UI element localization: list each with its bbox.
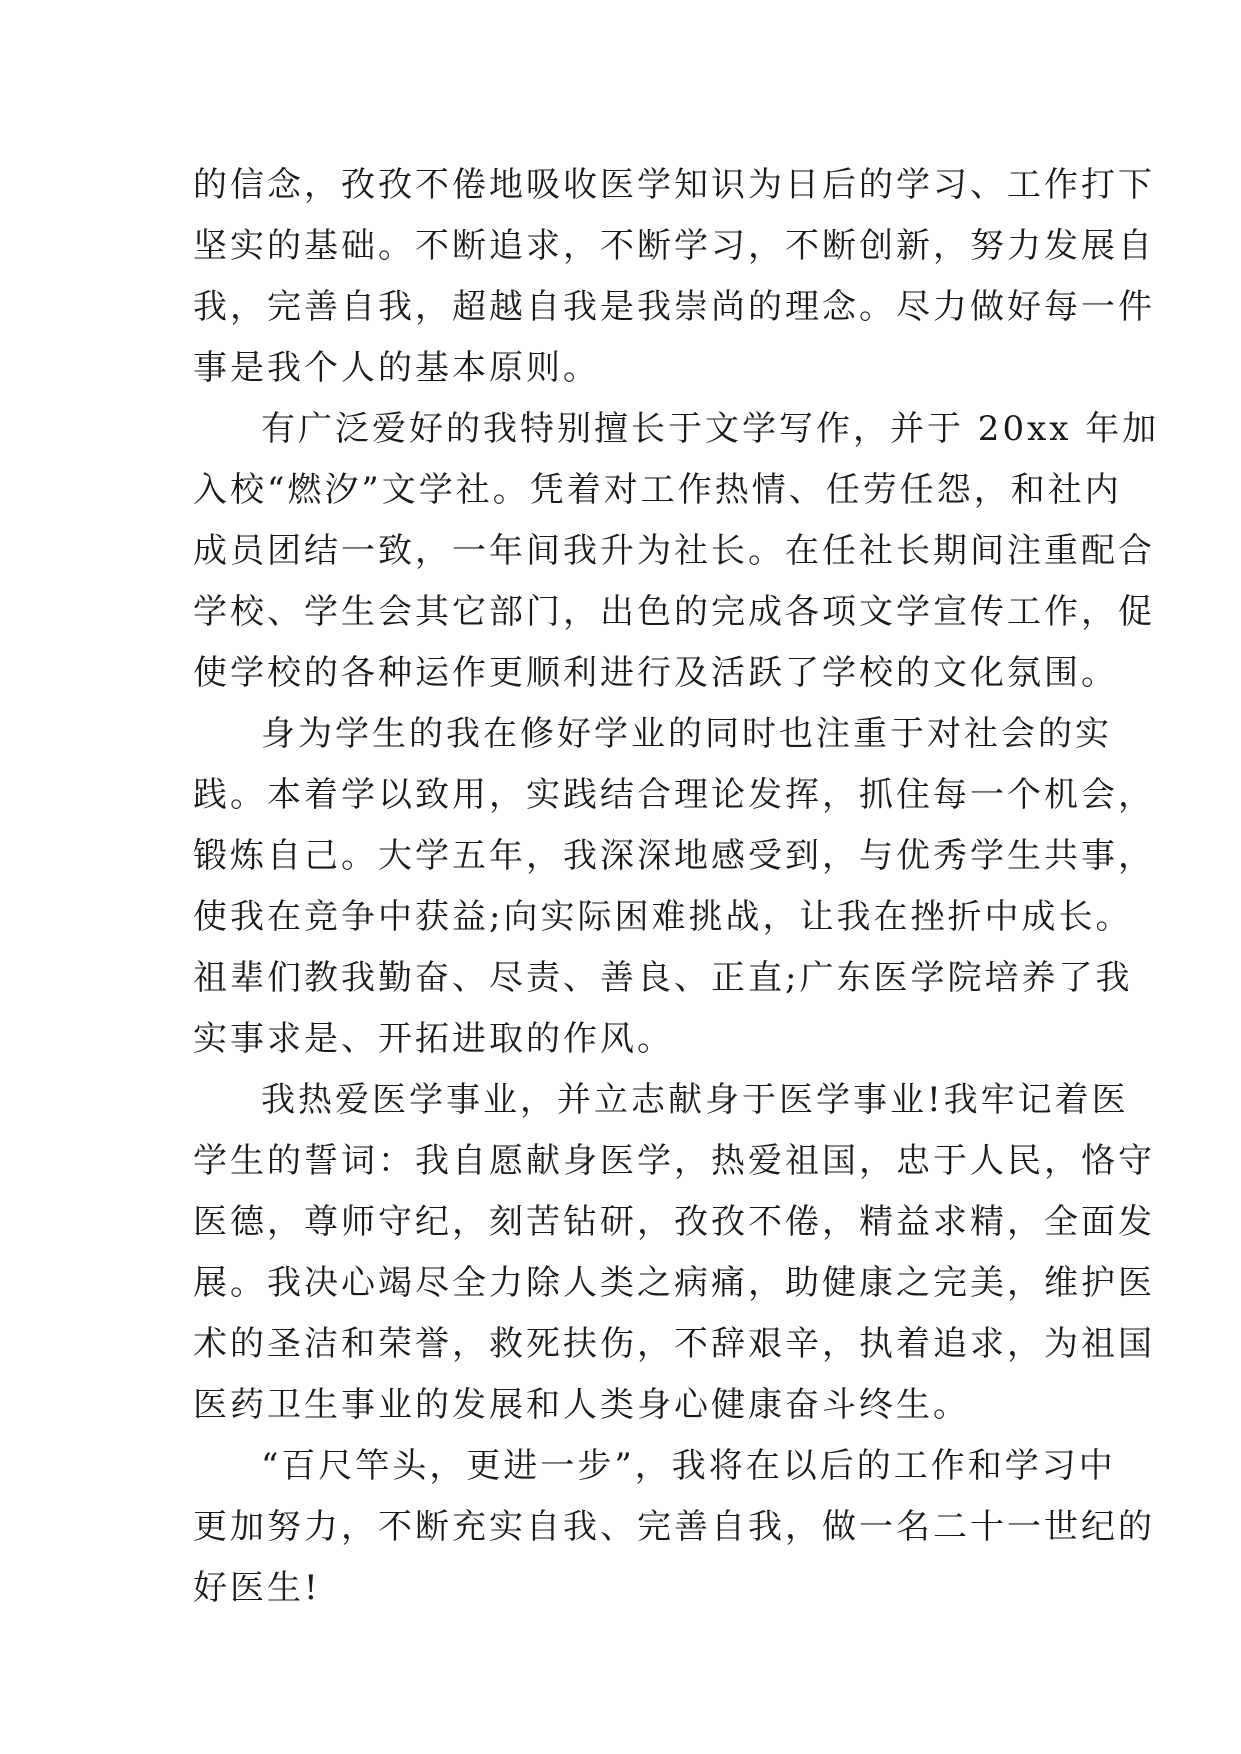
paragraph-2 (193, 399, 1160, 704)
document-body (193, 155, 1160, 1619)
text-line: 实事求是、开拓进取的作风。 (193, 1019, 674, 1059)
paragraph-4 (193, 1070, 1155, 1436)
text-line: 入校“燃汐”文学社。凭着对工作热情、任劳任怨，和社内 (193, 470, 1122, 510)
text-line: 成员团结一致，一年间我升为社长。在任社长期间注重配合 (193, 531, 1155, 571)
text-line: 医药卫生事业的发展和人类身心健康奋斗终生。 (193, 1385, 970, 1425)
text-line: 有广泛爱好的我特别擅长于文学写作，并于 20xx 年加 (261, 409, 1160, 449)
text-line: 我，完善自我，超越自我是我崇尚的理念。尽力做好每一件 (193, 287, 1155, 327)
text-line: 学生的誓词：我自愿献身医学，热爱祖国，忠于人民，恪守 (193, 1141, 1155, 1181)
text-line: 医德，尊师守纪，刻苦钻研，孜孜不倦，精益求精，全面发 (193, 1202, 1155, 1242)
text-line: 使学校的各种运作更顺利进行及活跃了学校的文化氛围。 (193, 653, 1118, 693)
text-line: 学校、学生会其它部门，出色的完成各项文学宣传工作，促 (193, 592, 1155, 632)
paragraph-1 (193, 155, 1155, 399)
text-line: 祖辈们教我勤奋、尽责、善良、正直;广东医学院培养了我 (193, 958, 1133, 998)
text-line: 展。我决心竭尽全力除人类之病痛，助健康之完美，维护医 (193, 1263, 1155, 1303)
text-line: 我热爱医学事业，并立志献身于医学事业!我牢记着医 (261, 1080, 1129, 1120)
text-line: “百尺竿头，更进一步”，我将在以后的工作和学习中 (261, 1446, 1116, 1486)
text-line: 坚实的基础。不断追求，不断学习，不断创新，努力发展自 (193, 226, 1155, 266)
paragraph-5 (193, 1436, 1155, 1619)
text-line: 践。本着学以致用，实践结合理论发挥，抓住每一个机会， (193, 775, 1155, 815)
text-line: 事是我个人的基本原则。 (193, 348, 600, 388)
text-line: 使我在竞争中获益;向实际困难挑战，让我在挫折中成长。 (193, 897, 1133, 937)
text-line: 更加努力，不断充实自我、完善自我，做一名二十一世纪的 (193, 1507, 1155, 1547)
text-line: 锻炼自己。大学五年，我深深地感受到，与优秀学生共事， (193, 836, 1155, 876)
text-line: 术的圣洁和荣誉，救死扶伤，不辞艰辛，执着追求，为祖国 (193, 1324, 1155, 1364)
text-line: 的信念，孜孜不倦地吸收医学知识为日后的学习、工作打下 (193, 165, 1155, 205)
text-line: 身为学生的我在修好学业的同时也注重于对社会的实 (261, 714, 1112, 754)
paragraph-3 (193, 704, 1155, 1070)
text-line: 好医生! (193, 1568, 321, 1608)
